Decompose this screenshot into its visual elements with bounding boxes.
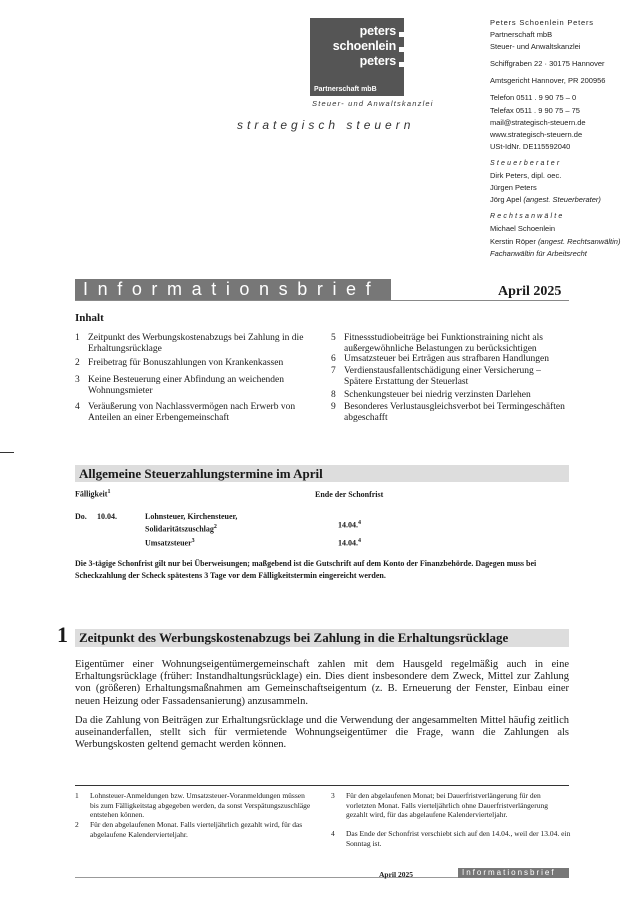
- fold-mark: [0, 452, 14, 453]
- row-umsatzsteuer-label: Umsatzsteuer$^3$: [145, 538, 195, 548]
- steuerberater-3-note: (angest. Steuerberater): [523, 195, 601, 205]
- row-lohnsteuer-end: 14.04.$^4$: [338, 520, 361, 530]
- col-due-header: Fälligkeit$^1$: [75, 489, 111, 499]
- logo-line-1: peters: [359, 24, 396, 38]
- firm-vat-id: USt-IdNr. DE115592040: [490, 141, 571, 151]
- section-number: 1: [57, 622, 68, 647]
- firm-form: Partnerschaft mbB: [490, 30, 553, 40]
- due-day: Do.: [75, 512, 87, 521]
- firm-name: Peters Schoenlein Peters: [490, 18, 594, 27]
- footer-date: April 2025: [379, 870, 413, 879]
- payment-section-heading: Allgemeine Steuerzahlungstermine im April: [75, 465, 569, 482]
- section-paragraph-1: Eigentümer einer Wohnungseigentümergemeinschaft zahlen mit dem Hausgeld regelmäßig auch in eine Erhaltungsrücklage (früher: Instandhaltungsrücklage) ein. Dies dient insbesondere dem Zweck, Mittel zur Zahlung von (größeren) Erhaltungsmaßnahmen am Gemeinschaftseigentum (z. B. Erneuerung der Fenster, Einbau einer neuen Heizung oder Fassadensanierung) anzusammeln.: [75, 659, 569, 707]
- firm-street: Schiffgraben 22 · 30175 Hannover: [490, 59, 605, 69]
- rechtsanwalt-3-note: Fachanwältin für Arbeitsrecht: [490, 248, 587, 258]
- steuerberater-1: Dirk Peters, dipl. oec.: [490, 171, 562, 181]
- logo-tagline: Steuer- und Anwaltskanzlei: [312, 99, 434, 108]
- firm-email[interactable]: mail@strategisch-steuern.de: [490, 117, 586, 127]
- steuerberater-3-name: Jörg Apel: [490, 195, 524, 205]
- newsletter-banner: Informationsbrief: [75, 279, 391, 300]
- rechtsanwalt-3: [490, 248, 620, 260]
- issue-date: April 2025: [498, 284, 562, 299]
- footnote-rule: [75, 785, 569, 786]
- firm-fax: Telefax 0511 . 9 90 75 – 75: [490, 105, 580, 115]
- row-lohnsteuer-label: Lohnsteuer, Kirchensteuer, Solidaritätszuschlag$^2$: [145, 512, 238, 534]
- rechtsanwaelte-heading: Rechtsanwälte: [490, 213, 565, 221]
- logo-line-2: schoenlein: [332, 39, 396, 53]
- header-rule: [75, 300, 569, 301]
- steuerberater-heading: Steuerberater: [490, 159, 562, 167]
- logo-square-1: [399, 32, 404, 37]
- footer-brand: Informationsbrief: [458, 868, 569, 878]
- firm-website[interactable]: www.strategisch-steuern.de: [490, 129, 583, 139]
- col-end-header: Ende der Schonfrist: [315, 490, 384, 499]
- due-date: 10.04.: [97, 512, 117, 521]
- section-title-bar: [75, 629, 569, 647]
- logo-subline: Partnerschaft mbB: [314, 86, 377, 93]
- toc-heading: Inhalt: [75, 312, 104, 324]
- payment-note: Die 3-tägige Schonfrist gilt nur bei Überweisungen; maßgebend ist die Gutschrift auf dem Konto der Finanzbehörde. Dagegen muss bei Scheckzahlung der Scheck spätestens 3 Tage vor dem Fälligkeitstermin eingereicht werden.: [75, 559, 537, 580]
- logo-square-2: [399, 47, 404, 52]
- logo-square-3: [399, 62, 404, 67]
- rechtsanwalt-2: [490, 236, 620, 248]
- rechtsanwalt-2-name: Kerstin Röper: [490, 236, 538, 246]
- address-block: [490, 17, 620, 260]
- section-paragraph-2: Da die Zahlung von Beiträgen zur Erhaltungsrücklage und die Verwendung der angesammelten Mittel häufig zeitlich auseinanderfallen, stellt sich für vermietende Wohnungseigentümer die Frage, wann die Zahlungen als Werbungskosten geltend gemacht werden können.: [75, 715, 569, 751]
- steuerberater-2: Jürgen Peters: [490, 183, 537, 193]
- section-title: Zeitpunkt des Werbungskostenabzugs bei Zahlung in die Erhaltungsrücklage: [79, 630, 509, 645]
- firm-court: Amtsgericht Hannover, PR 200956: [490, 76, 606, 86]
- row-umsatzsteuer-end: 14.04.$^4$: [338, 538, 361, 548]
- logo-line-3: peters: [359, 54, 396, 68]
- firm-type: Steuer- und Anwaltskanzlei: [490, 42, 581, 52]
- rechtsanwalt-1: Michael Schoenlein: [490, 224, 556, 234]
- rechtsanwalt-2-note: (angest. Rechtsanwältin): [537, 236, 621, 246]
- steuerberater-3: [490, 194, 620, 206]
- slogan: strategisch steuern: [237, 118, 415, 132]
- company-logo: [310, 18, 404, 96]
- firm-phone: Telefon 0511 . 9 90 75 – 0: [490, 93, 577, 103]
